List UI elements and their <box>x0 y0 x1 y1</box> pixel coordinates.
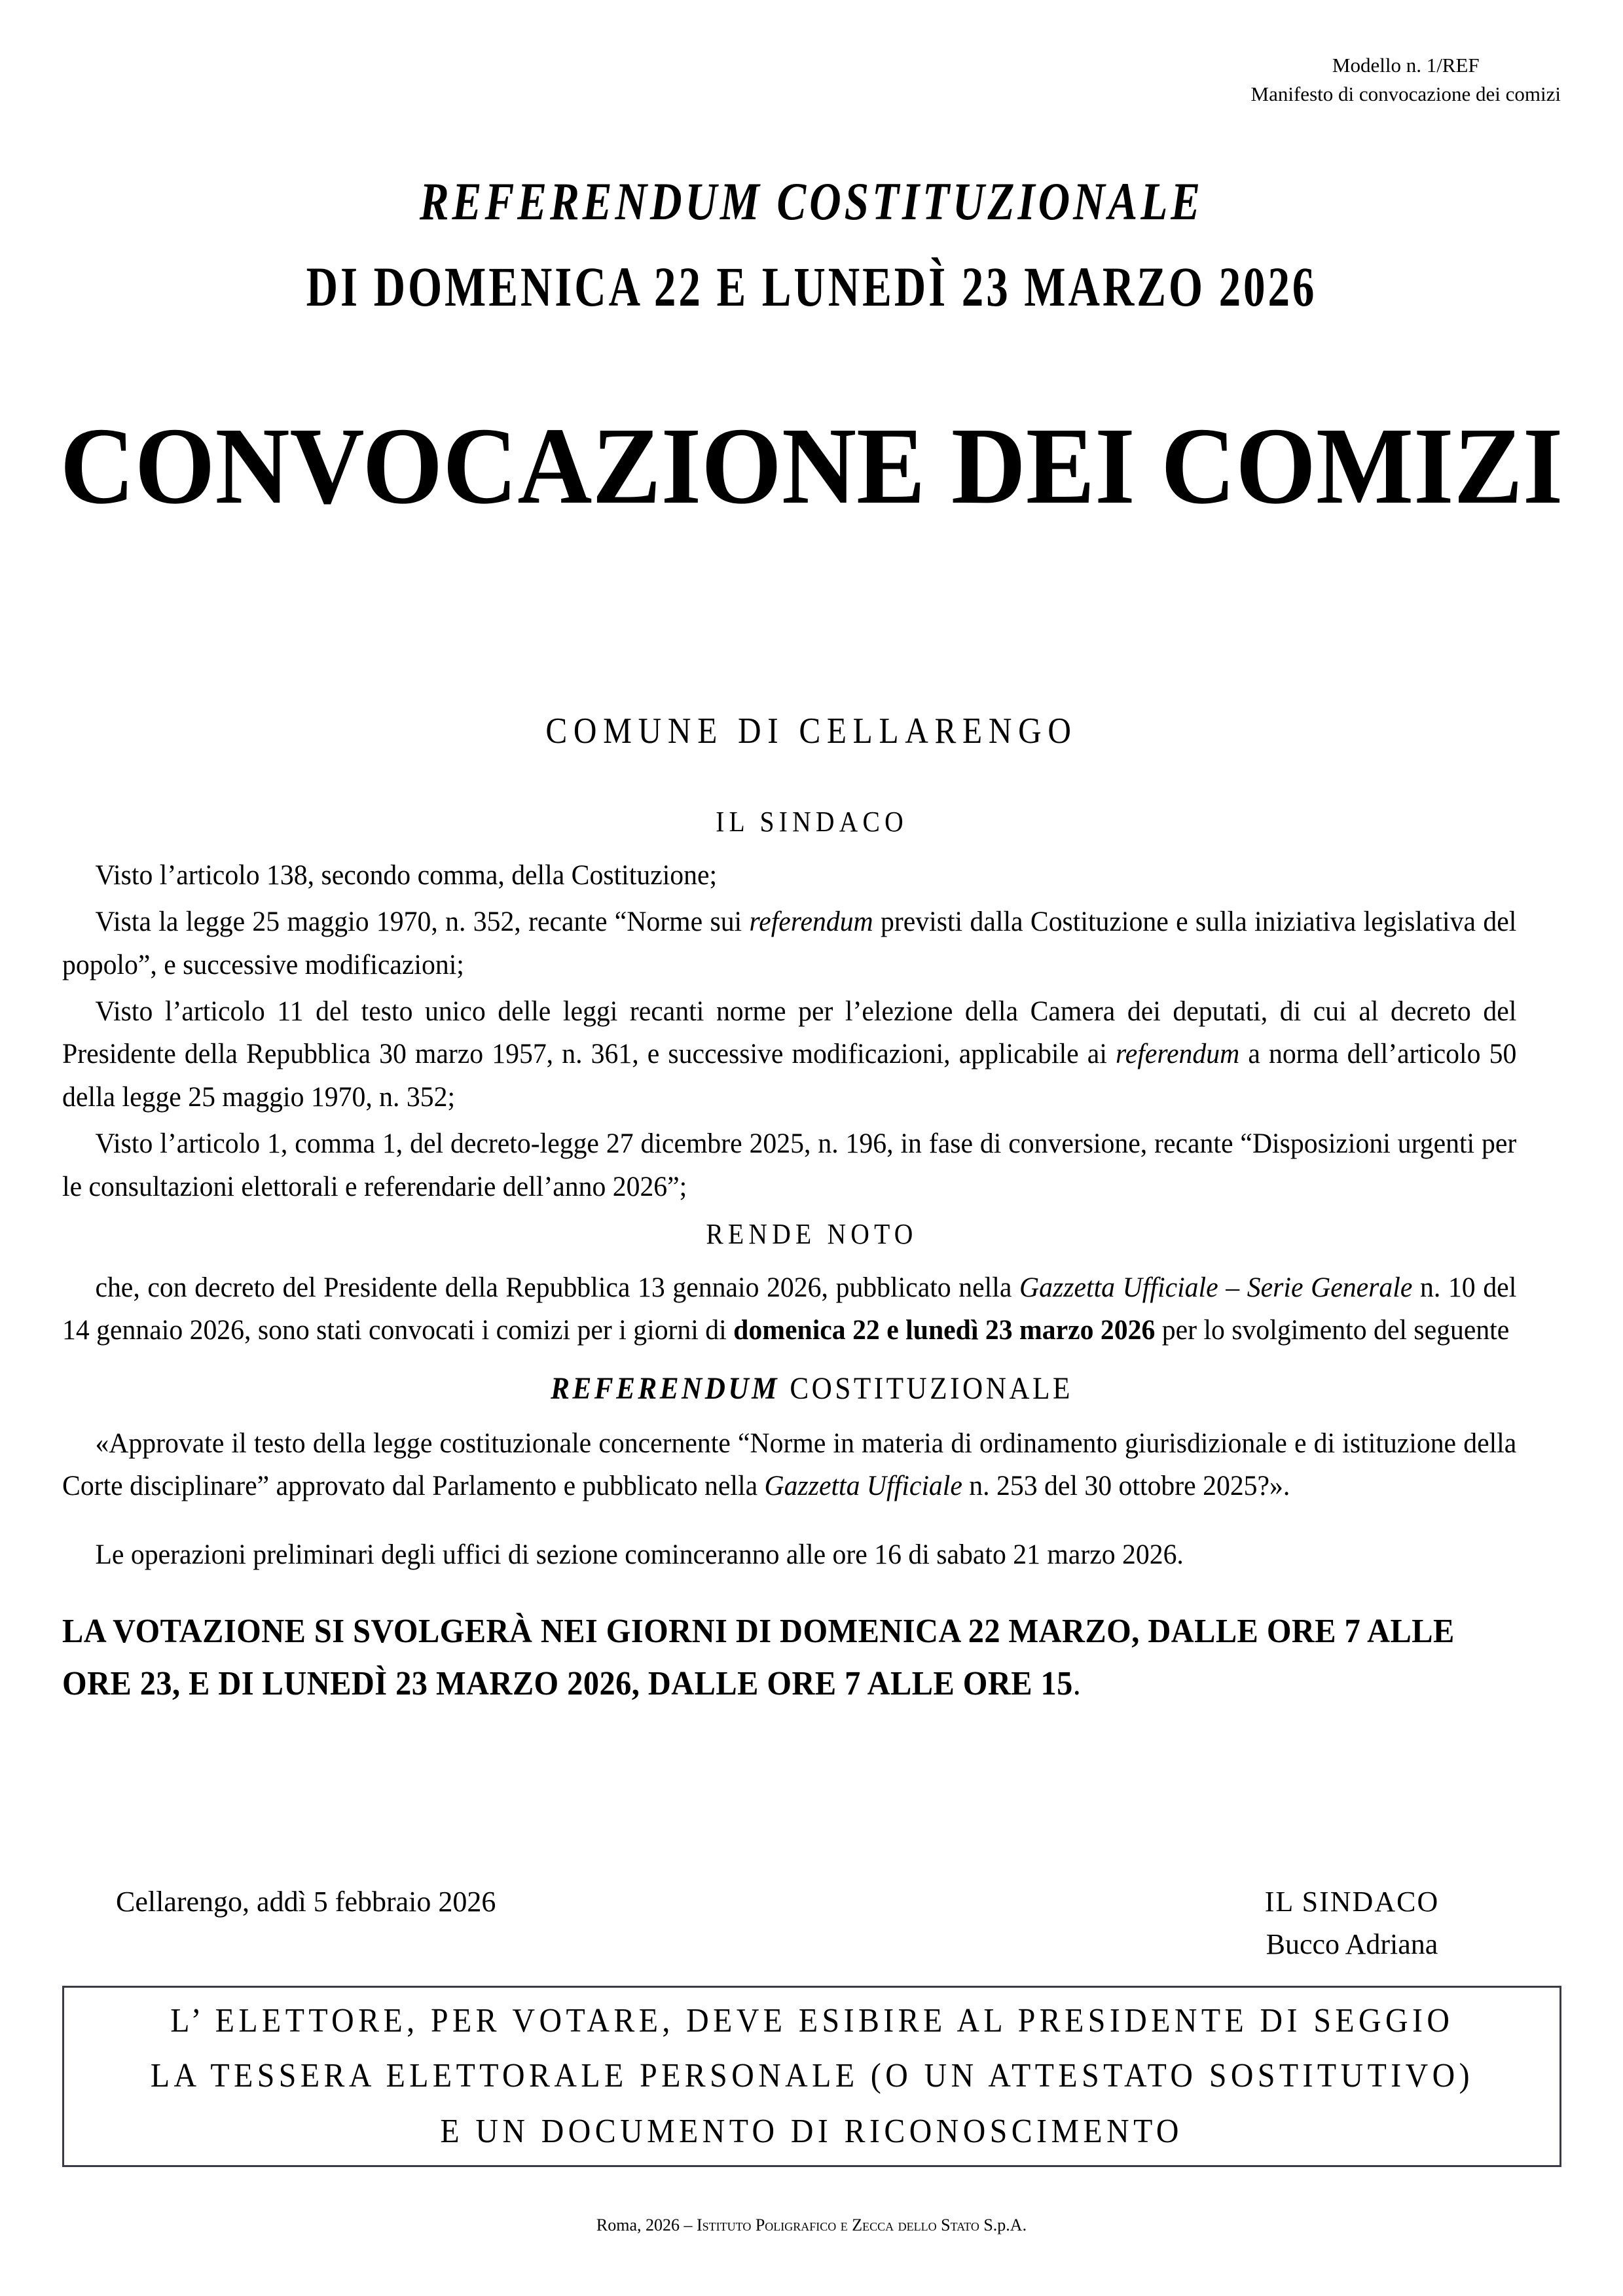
paragraph-text: n. 253 del 30 ottobre 2025?». <box>962 1470 1290 1501</box>
paragraph-text: Visto l’articolo 138, secondo comma, della Costituzione; <box>95 860 718 891</box>
paragraph-visto-art-11 <box>62 990 1516 1119</box>
paragraph-text: Vista la legge 25 maggio 1970, n. 352, recante “Norme sui <box>95 906 750 938</box>
italic-gazzetta-ufficiale: Gazzetta Ufficiale <box>764 1470 962 1501</box>
paragraph-text: n. 10 del 14 gennaio 2026, sono stati convocati i comizi per i giorni di <box>62 1272 1517 1346</box>
voter-requirement-line-3: E UN DOCUMENTO DI RICONOSCIMENTO <box>440 2112 1184 2150</box>
il-sindaco-heading: IL SINDACO <box>716 806 908 838</box>
place-and-date: Cellarengo, addì 5 febbraio 2026 <box>116 1886 496 1918</box>
paragraph-text: Visto l’articolo 11 del testo unico delle leggi recanti norme per l’elezione della Camera dei deputati, di cui al decreto del Presidente della Repubblica 30 marzo 1957, n. 361, e successive modificazioni, applicabile ai <box>62 996 1517 1070</box>
paragraph-text: Visto l’articolo 1, comma 1, del decreto-legge 27 dicembre 2025, n. 196, in fase di conversione, recante “Disposizioni urgenti per le consultazioni elettorali e referendarie dell’anno 2026”; <box>62 1128 1517 1202</box>
mayor-name: Bucco Adriana <box>1266 1928 1438 1960</box>
italic-gazzetta-ufficiale: Gazzetta Ufficiale – Serie Generale <box>1019 1272 1413 1303</box>
referendum-title: REFERENDUM COSTITUZIONALE <box>419 171 1204 231</box>
voter-requirements-box <box>62 1986 1561 2167</box>
title-block <box>0 171 1623 319</box>
italic-referendum: referendum <box>1116 1039 1240 1070</box>
bold-voting-days: domenica 22 e lunedì 23 marzo 2026 <box>733 1315 1156 1346</box>
model-description: Manifesto di convocazione dei comizi <box>1250 82 1561 106</box>
paragraph-quesito <box>62 1422 1516 1508</box>
referendum-subtitle <box>137 1371 1487 1407</box>
model-reference <box>1251 51 1561 109</box>
voter-requirement-line-1: L’ ELETTORE, PER VOTARE, DEVE ESIBIRE AL PRESIDENTE DI SEGGIO <box>170 2002 1454 2040</box>
referendum-subtitle-italic: REFERENDUM <box>551 1371 780 1406</box>
document-body <box>62 805 1561 1711</box>
model-number: Modello n. 1/REF <box>1332 54 1480 77</box>
paragraph-visto-138 <box>62 854 1516 897</box>
paragraph-vista-legge-352 <box>62 901 1516 986</box>
mayor-signature <box>1136 1885 1568 1961</box>
publisher-footer <box>0 2215 1623 2235</box>
paragraph-text: previsti dalla Costituzione e sulla iniziativa legislativa del popolo”, e successive modificazioni; <box>62 906 1517 980</box>
footer-publisher: Istituto Poligrafico e Zecca dello Stato <box>697 2215 979 2234</box>
italic-referendum: referendum <box>749 906 873 938</box>
paragraph-text: «Approvate il testo della legge costituzionale concernente “Norme in materia di ordinamento giurisdizionale e di istituzione della Corte disciplinare” approvato dal Parlamento e pubblicato nella <box>62 1427 1517 1501</box>
paragraph-text: per lo svolgimento del seguente <box>1155 1315 1510 1346</box>
voting-hours-text: LA VOTAZIONE SI SVOLGERÀ NEI GIORNI DI DOMENICA 22 MARZO, DALLE ORE 7 ALLE ORE 23, E DI LUNEDÌ 23 MARZO 2026, DALLE ORE 7 ALLE ORE 15 <box>62 1612 1455 1703</box>
footer-suffix: S.p.A. <box>979 2215 1027 2234</box>
rende-noto-heading: RENDE NOTO <box>706 1217 918 1250</box>
comune-name: COMUNE DI CELLARENGO <box>545 711 1078 751</box>
footer-prefix: Roma, 2026 – <box>596 2215 697 2234</box>
paragraph-operazioni-preliminari <box>62 1534 1516 1576</box>
paragraph-visto-dl-196 <box>62 1122 1516 1208</box>
page-title: CONVOCAZIONE DEI COMIZI <box>60 405 1563 527</box>
voting-hours-notice <box>62 1605 1457 1711</box>
voting-hours-period: . <box>1072 1665 1082 1703</box>
paragraph-text: a norma dell’articolo 50 della legge 25 maggio 1970, n. 352; <box>62 1039 1517 1113</box>
paragraph-convocazione <box>62 1266 1516 1352</box>
paragraph-text: Le operazioni preliminari degli uffici di sezione cominceranno alle ore 16 di sabato 21 marzo 2026. <box>95 1539 1184 1571</box>
paragraph-text: che, con decreto del Presidente della Repubblica 13 gennaio 2026, pubblicato nella <box>95 1272 1020 1303</box>
mayor-role: IL SINDACO <box>1264 1886 1440 1918</box>
voter-requirement-line-2: LA TESSERA ELETTORALE PERSONALE (O UN ATTESTATO SOSTITUTIVO) <box>150 2057 1474 2095</box>
spacer <box>62 1511 1561 1534</box>
referendum-date: DI DOMENICA 22 E LUNEDÌ 23 MARZO 2026 <box>306 255 1317 319</box>
referendum-subtitle-roman: COSTITUZIONALE <box>790 1371 1073 1406</box>
